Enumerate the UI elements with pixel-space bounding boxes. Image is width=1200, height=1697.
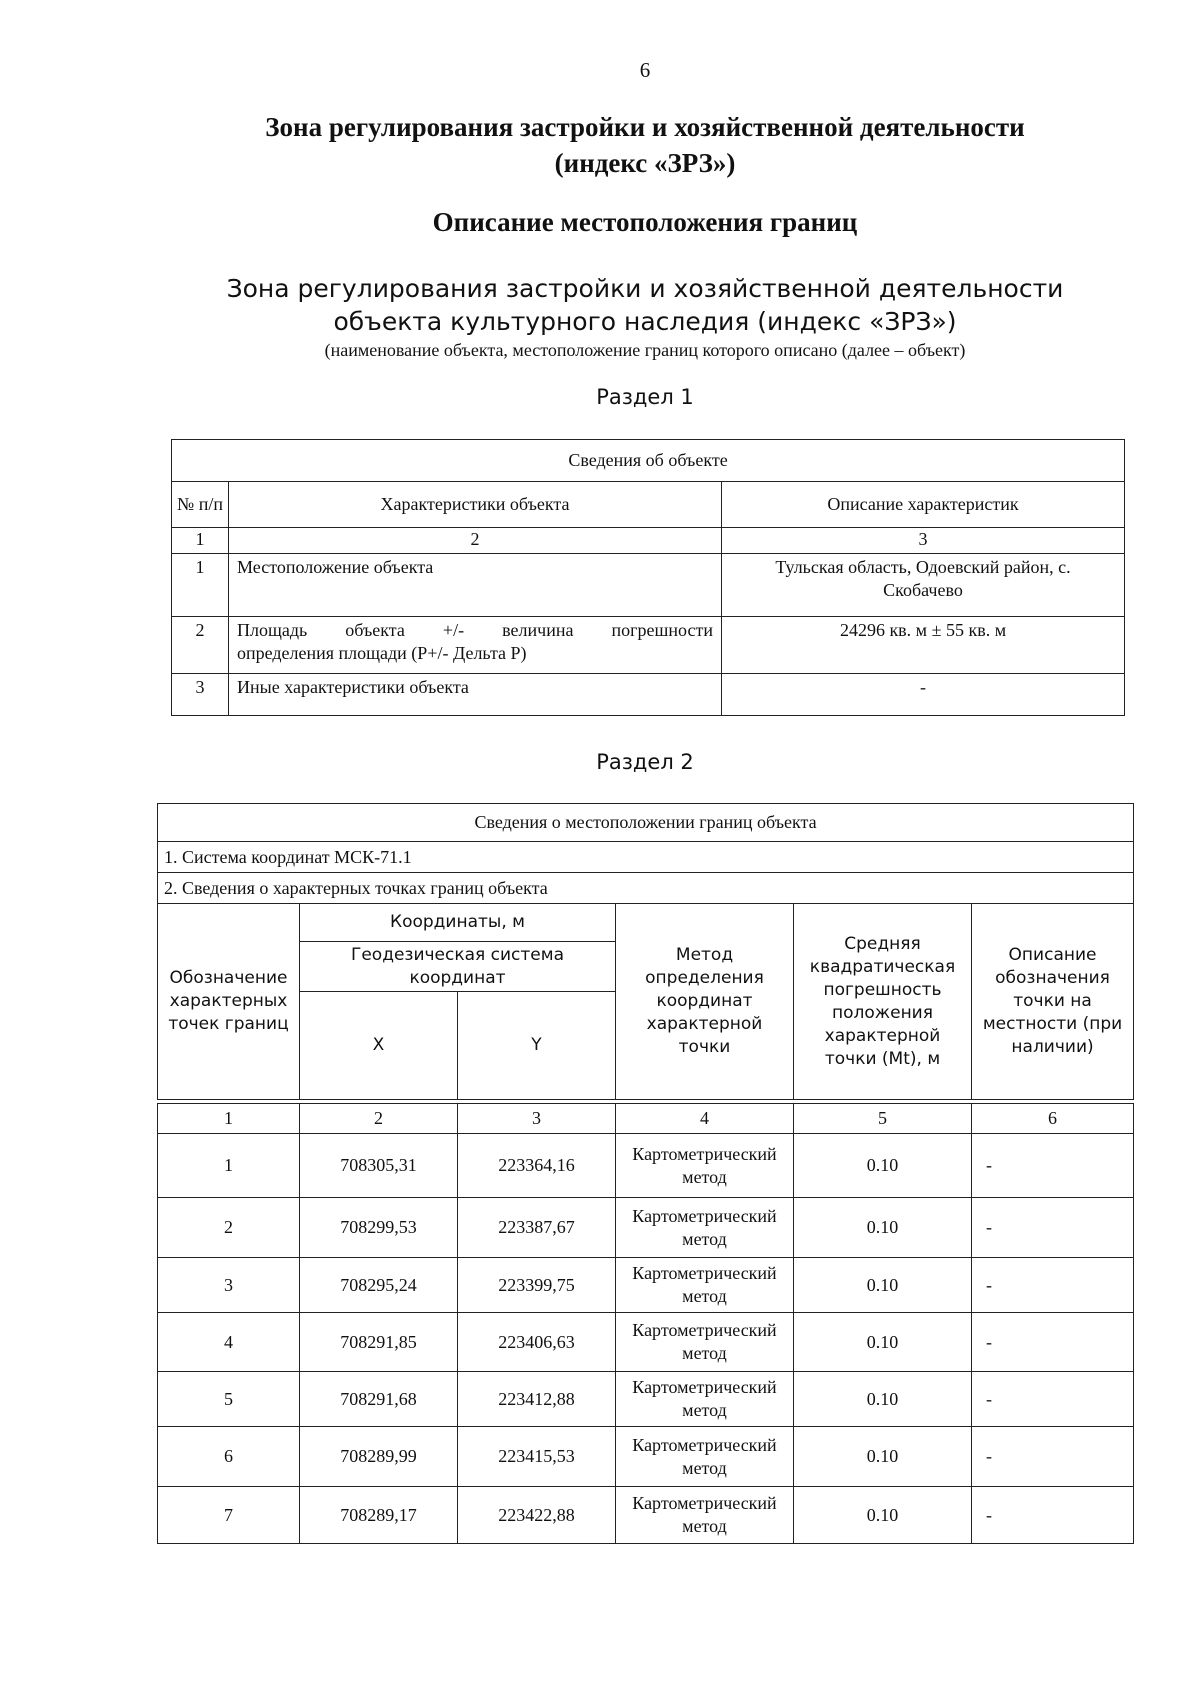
point-id: 2 xyxy=(158,1198,300,1258)
point-y: 223412,88 xyxy=(458,1372,616,1427)
point-id: 4 xyxy=(158,1313,300,1372)
row-num: 2 xyxy=(172,617,229,674)
section-2-title: Раздел 2 xyxy=(596,750,694,774)
index-cell: 5 xyxy=(794,1104,972,1134)
point-id: 5 xyxy=(158,1372,300,1427)
index-cell: 1 xyxy=(172,528,229,554)
col-char-header: Характеристики объекта xyxy=(229,482,722,528)
point-desc: - xyxy=(972,1313,1134,1372)
index-cell: 3 xyxy=(458,1104,616,1134)
index-cell: 1 xyxy=(158,1104,300,1134)
point-x: 708305,31 xyxy=(300,1134,458,1198)
point-id: 6 xyxy=(158,1427,300,1487)
object-name-line-2: объекта культурного наследия (индекс «ЗРЗ») xyxy=(333,307,957,336)
row-desc: Тульская область, Одоевский район, с. Скобачево xyxy=(722,554,1125,617)
point-y: 223399,75 xyxy=(458,1258,616,1313)
object-name-line-1: Зона регулирования застройки и хозяйственной деятельности xyxy=(226,274,1064,303)
coord-system: 1. Система координат МСК-71.1 xyxy=(158,842,1134,873)
word: объекта xyxy=(345,620,405,640)
object-info-table-title: Сведения об объекте xyxy=(172,440,1125,482)
word: погрешности xyxy=(611,620,713,640)
point-x: 708289,17 xyxy=(300,1487,458,1544)
row-char: Местоположение объекта xyxy=(229,554,722,617)
point-y: 223406,63 xyxy=(458,1313,616,1372)
point-id: 1 xyxy=(158,1134,300,1198)
table-row xyxy=(158,1313,1134,1372)
row-num: 3 xyxy=(172,674,229,716)
row-desc: - xyxy=(722,674,1125,716)
title-line-2: (индекс «ЗРЗ») xyxy=(554,148,736,178)
point-desc: - xyxy=(972,1198,1134,1258)
point-y: 223422,88 xyxy=(458,1487,616,1544)
table-row xyxy=(158,1427,1134,1487)
row-char-area xyxy=(229,617,722,674)
table-row xyxy=(158,1372,1134,1427)
point-x: 708289,99 xyxy=(300,1427,458,1487)
index-cell: 3 xyxy=(722,528,1125,554)
title-line-1: Зона регулирования застройки и хозяйственной деятельности xyxy=(265,112,1025,142)
col-geodetic-header: Геодезическая система координат xyxy=(300,942,616,992)
row-char-area-line-1 xyxy=(237,619,713,642)
point-desc: - xyxy=(972,1134,1134,1198)
index-cell: 2 xyxy=(300,1104,458,1134)
col-coords-header: Координаты, м xyxy=(300,904,616,942)
col-description-header: Описание обозначения точки на местности (при наличии) xyxy=(972,904,1134,1100)
point-y: 223387,67 xyxy=(458,1198,616,1258)
word: +/- xyxy=(442,620,465,640)
table-row xyxy=(158,1198,1134,1258)
point-desc: - xyxy=(972,1427,1134,1487)
point-error: 0.10 xyxy=(794,1372,972,1427)
row-desc: 24296 кв. м ± 55 кв. м xyxy=(722,617,1125,674)
point-error: 0.10 xyxy=(794,1427,972,1487)
point-method: Картометрический метод xyxy=(616,1313,794,1372)
index-cell: 2 xyxy=(229,528,722,554)
word: Площадь xyxy=(237,620,308,640)
object-caption: (наименование объекта, местоположение границ которого описано (далее – объект) xyxy=(324,340,966,360)
point-x: 708291,85 xyxy=(300,1313,458,1372)
index-cell: 6 xyxy=(972,1104,1134,1134)
section-1-title: Раздел 1 xyxy=(596,385,694,409)
point-x: 708291,68 xyxy=(300,1372,458,1427)
row-char-area-line-2: определения площади (P+/- Дельта P) xyxy=(237,643,527,663)
point-method: Картометрический метод xyxy=(616,1372,794,1427)
row-char: Иные характеристики объекта xyxy=(229,674,722,716)
table-row xyxy=(158,1487,1134,1544)
col-error-header: Средняя квадратическая погрешность положения характерной точки (Mt), м xyxy=(794,904,972,1100)
point-desc: - xyxy=(972,1258,1134,1313)
point-method: Картометрический метод xyxy=(616,1427,794,1487)
point-desc: - xyxy=(972,1372,1134,1427)
word: величина xyxy=(502,620,574,640)
boundary-points-table xyxy=(157,803,1134,1544)
object-info-table xyxy=(171,439,1125,716)
point-method: Картометрический метод xyxy=(616,1487,794,1544)
index-cell: 4 xyxy=(616,1104,794,1134)
point-desc: - xyxy=(972,1487,1134,1544)
point-method: Картометрический метод xyxy=(616,1258,794,1313)
col-method-header: Метод определения координат характерной точки xyxy=(616,904,794,1100)
subtitle: Описание местоположения границ xyxy=(432,207,858,237)
point-method: Картометрический метод xyxy=(616,1198,794,1258)
point-method: Картометрический метод xyxy=(616,1134,794,1198)
point-x: 708299,53 xyxy=(300,1198,458,1258)
point-x: 708295,24 xyxy=(300,1258,458,1313)
point-id: 3 xyxy=(158,1258,300,1313)
col-y-header: Y xyxy=(458,992,616,1100)
col-x-header: X xyxy=(300,992,458,1100)
col-point-header: Обозначение характерных точек границ xyxy=(158,904,300,1100)
col-desc-header: Описание характеристик xyxy=(722,482,1125,528)
point-error: 0.10 xyxy=(794,1313,972,1372)
point-y: 223415,53 xyxy=(458,1427,616,1487)
point-y: 223364,16 xyxy=(458,1134,616,1198)
point-error: 0.10 xyxy=(794,1198,972,1258)
table-row xyxy=(158,1258,1134,1313)
point-error: 0.10 xyxy=(794,1134,972,1198)
point-error: 0.10 xyxy=(794,1487,972,1544)
point-id: 7 xyxy=(158,1487,300,1544)
points-title: 2. Сведения о характерных точках границ объекта xyxy=(158,873,1134,904)
page-number: 6 xyxy=(639,58,651,82)
row-num: 1 xyxy=(172,554,229,617)
boundary-table-title: Сведения о местоположении границ объекта xyxy=(158,804,1134,842)
table-row xyxy=(158,1134,1134,1198)
col-num-header: № п/п xyxy=(172,482,229,528)
point-error: 0.10 xyxy=(794,1258,972,1313)
